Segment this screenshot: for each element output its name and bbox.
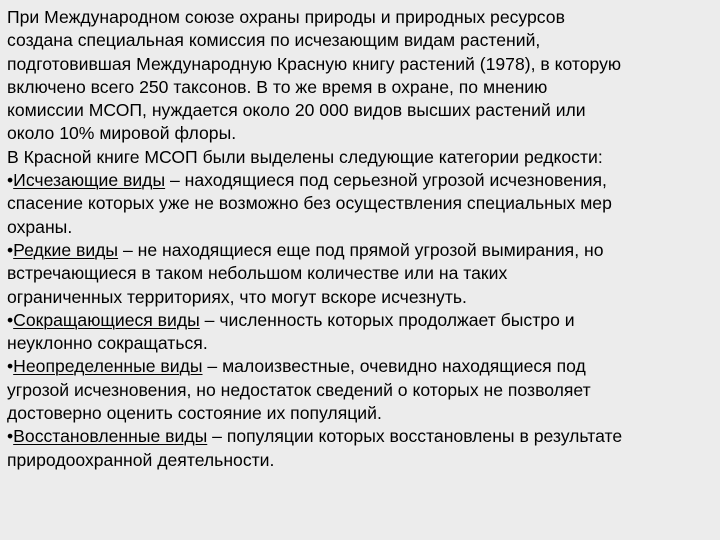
category-description-line: спасение которых уже не возможно без осуществления специальных мер: [7, 193, 612, 214]
intro-line: создана специальная комиссия по исчезающим видам растений,: [7, 30, 541, 51]
category-item: [7, 355, 713, 425]
category-description-line: неуклонно сокращаться.: [7, 333, 208, 354]
category-item: [7, 425, 713, 472]
slide-text: [7, 6, 713, 472]
category-description: – популяции которых восстановлены в результате: [207, 426, 623, 447]
category-item: [7, 239, 713, 309]
category-term: Восстановленные виды: [13, 426, 208, 447]
category-description-line: охраны.: [7, 216, 73, 237]
bullet: •: [7, 426, 14, 447]
category-term: Неопределенные виды: [13, 356, 203, 377]
bullet: •: [7, 170, 14, 191]
bullet: •: [7, 309, 14, 330]
intro-line: около 10% мировой флоры.: [7, 123, 237, 144]
category-description: – не находящиеся еще под прямой угрозой вымирания, но: [118, 239, 604, 260]
category-term: Редкие виды: [13, 239, 119, 260]
intro-line: подготовившая Международную Красную книгу растений (1978), в которую: [7, 53, 622, 74]
category-description: – численность которых продолжает быстро и: [199, 309, 575, 330]
category-item: [7, 309, 713, 356]
intro-line: комиссии МСОП, нуждается около 20 000 видов высших растений или: [7, 100, 586, 121]
categories-intro: В Красной книге МСОП были выделены следующие категории редкости:: [7, 146, 603, 167]
intro-line: При Международном союзе охраны природы и природных ресурсов: [7, 7, 565, 27]
intro-paragraph: [7, 6, 713, 146]
category-description-line: природоохранной деятельности.: [7, 449, 275, 470]
category-item: [7, 169, 713, 239]
category-term: Сокращающиеся виды: [13, 309, 200, 330]
category-description: – находящиеся под серьезной угрозой исчезновения,: [165, 170, 607, 191]
category-description-line: угрозой исчезновения, но недостаток сведений о которых не позволяет: [7, 379, 591, 400]
bullet: •: [7, 239, 14, 260]
category-description-line: встречающиеся в таком небольшом количестве или на таких: [7, 263, 508, 284]
bullet: •: [7, 356, 14, 377]
category-description: – малоизвестные, очевидно находящиеся под: [202, 356, 586, 377]
category-term: Исчезающие виды: [13, 170, 166, 191]
intro-line: включено всего 250 таксонов. В то же время в охране, по мнению: [7, 76, 548, 97]
category-description-line: ограниченных территориях, что могут вскоре исчезнуть.: [7, 286, 467, 307]
category-description-line: достоверно оценить состояние их популяций.: [7, 403, 382, 424]
